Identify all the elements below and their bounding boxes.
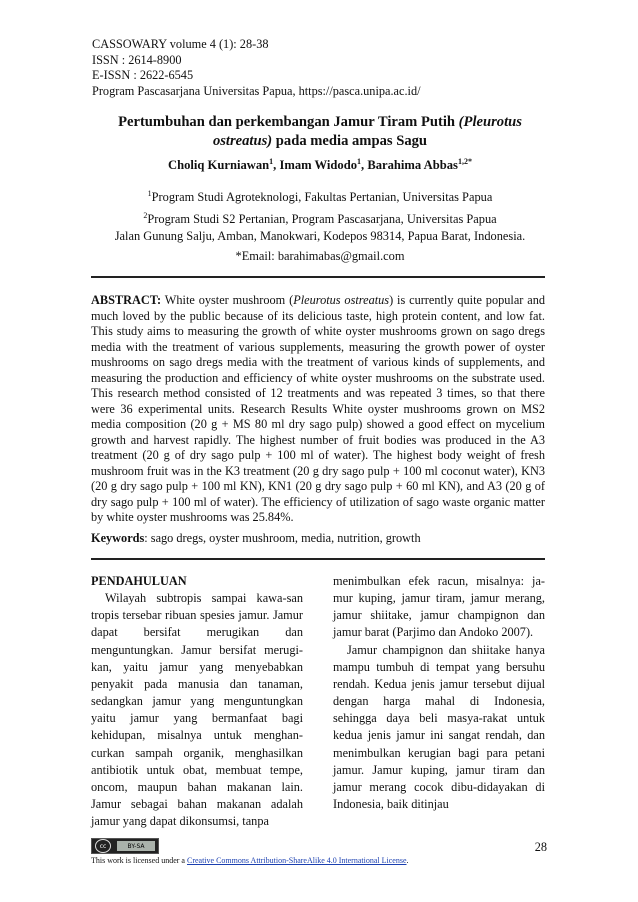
journal-eissn: E-ISSN : 2622-6545	[92, 68, 194, 83]
keywords-label: Keywords	[91, 531, 145, 545]
journal-program: Program Pascasarjana Universitas Papua, https://pasca.unipa.ac.id/	[92, 83, 421, 98]
cc-by-sa-label: BY-SA	[117, 841, 155, 851]
abstract-text-2: ) is currently quite popular and much loved by the public because of its delicious taste, high protein content, and low fat. This study aims to measuring the growth of white oyster mushrooms grown on sago dregs media with the treatment of various supplements, measuring the growth power of oyster mushrooms on sago dregs media with the treatment of various kinds of supplements, and measuring the production and efficiency of white oyster mushrooms on the substrate used. This research method consisted of 12 treatments and was repeated 3 times, so that there were 36 experimental units. Research Results White oyster mushrooms grown on MS2 media composition (20 g + MS 80 ml dry sago pulp) showed a good effect on mycelium growth and harvest rapidly. The highest number of fruit bodies was produced in the A3 treatment (20 g of dry sago pulp + 100 ml of water). The highest body weight of fresh mushroom fruit was in the K3 treatment (20 g dry sago pulp + 100 ml coconut water), KN3 (20 g dry sago pulp + 100 ml KN), KN1 (20 g dry sago pulp + 60 ml KN), and A3 (20 g of dry sago pulp + 100 ml of water). The efficiency of utilization of sago waste organic matter by white oyster mushrooms was 25.84%.	[91, 293, 545, 524]
affiliation-1: Program Studi Agroteknologi, Fakultas Pertanian, Universitas Papua	[151, 190, 493, 205]
body-column-right	[333, 573, 545, 813]
abstract-label: ABSTRACT:	[91, 293, 162, 307]
author-list	[80, 157, 560, 173]
title-line2-italic: ostreatus)	[212, 133, 273, 149]
author-1-sup: 1	[269, 157, 274, 166]
paper-title	[100, 113, 540, 151]
body-paragraph: Wilayah subtropis sampai kawa-san tropis tersebar ribuan spesies jamur. Jamur dapat bersifat merugikan dan menguntungkan. Jamur bersifat merugi-kan, yaitu jamur yang menyebabkan penyakit pada manusia dan tanaman, sedangkan jamur yang menguntungkan yaitu jamur yang bermanfaat bagi kehidupan, misalnya untuk menghan-curkan sampah organik, menghasilkan antibiotik untuk obat, membuat tempe, oncom, maupun bahan makanan lain. Jamur sebagai bahan makanan adalah jamur yang dapat dikonsumsi, tanpa	[91, 591, 303, 829]
keywords-text: : sago dregs, oyster mushroom, media, nutrition, growth	[144, 531, 421, 545]
journal-volume: CASSOWARY volume 4 (1): 28-38	[92, 37, 269, 51]
affiliation-address: Jalan Gunung Salju, Amban, Manokwari, Kodepos 98314, Papua Barat, Indonesia.	[114, 229, 526, 244]
author-1: Choliq Kurniawan	[168, 158, 270, 173]
body-paragraph: Jamur champignon dan shiitake hanya mampu tumbuh di tempat yang bersuhu rendah. Kedua jenis jamur tersebut dijual dengan harga mahal di Indonesia, sehingga daya beli masya-rakat untuk kedua jenis jamur ini sangat rendah, dan menimbulkan kerugian bagi para petani jamur. Jamur kuping, jamur tiram dan jamur merang cocok dibu-didayakan di Indonesia, baik ditinjau	[333, 642, 545, 812]
journal-issn: ISSN : 2614-8900	[92, 52, 182, 67]
author-3-sup: 1,2*	[457, 157, 472, 166]
affiliation-2: Program Studi S2 Pertanian, Program Pascasarjana, Universitas Papua	[147, 211, 497, 226]
abstract-text-1: White oyster mushroom (	[161, 293, 294, 307]
page-number: 28	[534, 840, 547, 854]
section-heading: PENDAHULUAN	[91, 574, 187, 588]
affiliation-1-sup: 1	[147, 189, 152, 198]
author-3: , Barahima Abbas	[361, 158, 458, 173]
license-link[interactable]: Creative Commons Attribution-ShareAlike 4.0 International License	[186, 856, 407, 865]
title-line1-italic: (Pleurotus	[458, 114, 522, 130]
journal-header	[92, 37, 421, 99]
abstract-species: Pleurotus ostreatus	[293, 293, 390, 307]
divider-bottom	[91, 558, 545, 560]
body-column-left	[91, 573, 303, 830]
affiliations	[80, 185, 560, 246]
license-suffix: .	[406, 856, 409, 865]
affiliation-2-sup: 2	[143, 210, 148, 220]
corresponding-email: *Email: barahimabas@gmail.com	[235, 249, 405, 263]
title-line2: pada media ampas Sagu	[272, 133, 428, 149]
body-paragraph: menimbulkan efek racun, misalnya: ja-mur kuping, jamur tiram, jamur merang, jamur shiitake, jamur champignon dan jamur barat (Parjimo dan Andoko 2007).	[333, 574, 545, 640]
license-notice	[91, 856, 409, 865]
author-2: , Imam Widodo	[273, 158, 358, 173]
keywords	[91, 531, 545, 546]
author-2-sup: 1	[357, 157, 362, 166]
license-prefix: This work is licensed under a	[91, 856, 187, 865]
cc-license-badge[interactable]	[91, 838, 159, 854]
abstract	[91, 293, 545, 526]
title-line1: Pertumbuhan dan perkembangan Jamur Tiram Putih	[118, 114, 459, 130]
divider-top	[91, 276, 545, 278]
cc-icon: cc	[95, 839, 111, 853]
